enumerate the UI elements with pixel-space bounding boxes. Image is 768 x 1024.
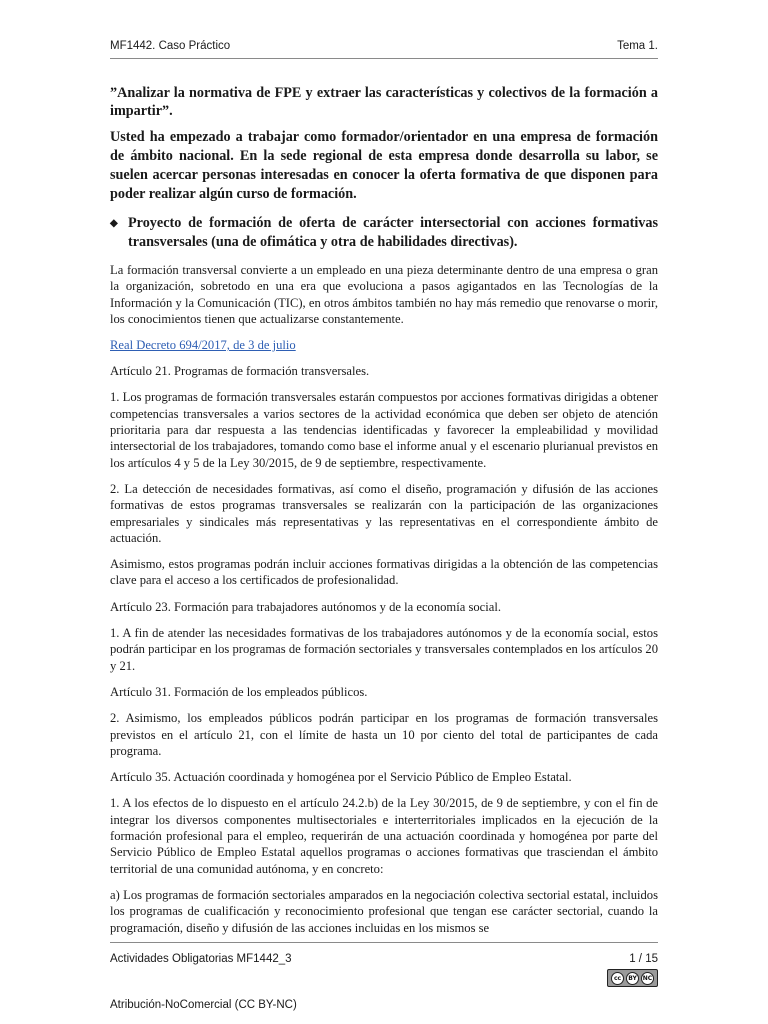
- header-course: MF1442. Caso Práctico: [110, 40, 231, 52]
- article-21-heading: Artículo 21. Programas de formación transversales.: [110, 364, 370, 379]
- page-footer: [110, 942, 658, 1011]
- header-topic: Tema 1.: [617, 40, 658, 52]
- article-31-heading: Artículo 31. Formación de los empleados públicos.: [110, 684, 368, 699]
- page-number: 1 / 15: [629, 953, 658, 965]
- bullet-item: [110, 214, 658, 252]
- by-attribution-icon: BY: [626, 972, 639, 985]
- bullet-text: Proyecto de formación de oferta de carácter intersectorial con acciones formativas transversales (una de ofimática y otra de habilidades directivas).: [128, 215, 658, 250]
- article-35-heading: Artículo 35. Actuación coordinada y homogénea por el Servicio Público de Empleo Estatal.: [110, 770, 572, 785]
- article-21-paragraph-2: 2. La detección de necesidades formativas, así como el diseño, programación y difusión de las acciones formativas de estos programas transversales se realizarán con la participación de las organizaciones empresariales y sindicales más representativas y las representativas en el correspondiente ámbito de actuación.: [110, 481, 658, 545]
- article-23-paragraph-1: 1. A fin de atender las necesidades formativas de los trabajadores autónomos y de la economía social, estos podrán participar en los programas de formación sectoriales y transversales contemplados en los artículos 20 y 21.: [110, 626, 658, 673]
- article-23-heading: Artículo 23. Formación para trabajadores autónomos y de la economía social.: [110, 599, 501, 614]
- article-35-paragraph-1: 1. A los efectos de lo dispuesto en el artículo 24.2.b) de la Ley 30/2015, de 9 de septiembre, y con el fin de integrar los diversos componentes multisectoriales e interterritoriales implicados en la ejecución de la formación profesional para el empleo, requerirán de una actuación coordinada y homogénea por parte del Servicio Público de Empleo Estatal aquellos programas o acciones formativas que trasciendan el ámbito territorial de una comunidad autónoma, y en concreto:: [110, 796, 658, 876]
- footer-activity: Actividades Obligatorias MF1442_3: [110, 953, 292, 965]
- nc-noncommercial-icon: NC: [641, 972, 654, 985]
- task-statement: Usted ha empezado a trabajar como formador/orientador en una empresa de formación de ámbito nacional. En la sede regional de esta empresa donde desarrolla su labor, se suelen acercar personas interesadas en conocer la oferta formativa de que disponen para poder realizar algún curso de formación.: [110, 129, 658, 202]
- cc-by-nc-license-icon: [607, 969, 658, 987]
- cc-icon: cc: [611, 972, 624, 985]
- real-decreto-link[interactable]: Real Decreto 694/2017, de 3 de julio: [110, 338, 296, 353]
- footer-license: Atribución-NoComercial (CC BY-NC): [110, 999, 297, 1011]
- article-21-paragraph-3: Asimismo, estos programas podrán incluir acciones formativas dirigidas a la obtención de las competencias clave para el acceso a los certificados de profesionalidad.: [110, 557, 658, 588]
- intro-paragraph: La formación transversal convierte a un empleado en una pieza determinante dentro de una empresa o gran la organización, sobretodo en una era que evoluciona a pasos agigantados en las Tecnologías de la Información y la Comunicación (TIC), en otros ámbitos también no hay más remedio que renovarse o morir, los conocimientos tienen que actualizarse constantemente.: [110, 263, 658, 326]
- document-body: [110, 84, 658, 946]
- article-21-paragraph-1: 1. Los programas de formación transversales estarán compuestos por acciones formativas dirigidas a obtener competencias transversales a varios sectores de la actividad económica que deben ser objeto de atención prioritaria para dar respuesta a las tendencias identificadas y favorecer la empleabilidad y movilidad intersectorial de los trabajadores, tomando como base el informe anual y el escenario plurianual previstos en los artículos 4 y 5 de la Ley 30/2015, de 9 de septiembre, respectivamente.: [110, 390, 658, 470]
- diamond-bullet-icon: ◆: [110, 218, 118, 229]
- page-header: [110, 40, 658, 59]
- article-31-paragraph-2: 2. Asimismo, los empleados públicos podrán participar en los programas de formación transversales previstos en el artículo 21, con el límite de hasta un 10 por ciento del total de participantes de cada programa.: [110, 711, 658, 758]
- task-title: ”Analizar la normativa de FPE y extraer las características y colectivos de la formación a impartir”.: [110, 85, 658, 119]
- article-35-paragraph-a: a) Los programas de formación sectoriales amparados en la negociación colectiva sectorial estatal, incluidos los programas de cualificación y reconocimiento profesional que tengan ese carácter sectorial, cuando la programación, diseño y difusión de las acciones incluidas en los mismos se: [110, 887, 658, 935]
